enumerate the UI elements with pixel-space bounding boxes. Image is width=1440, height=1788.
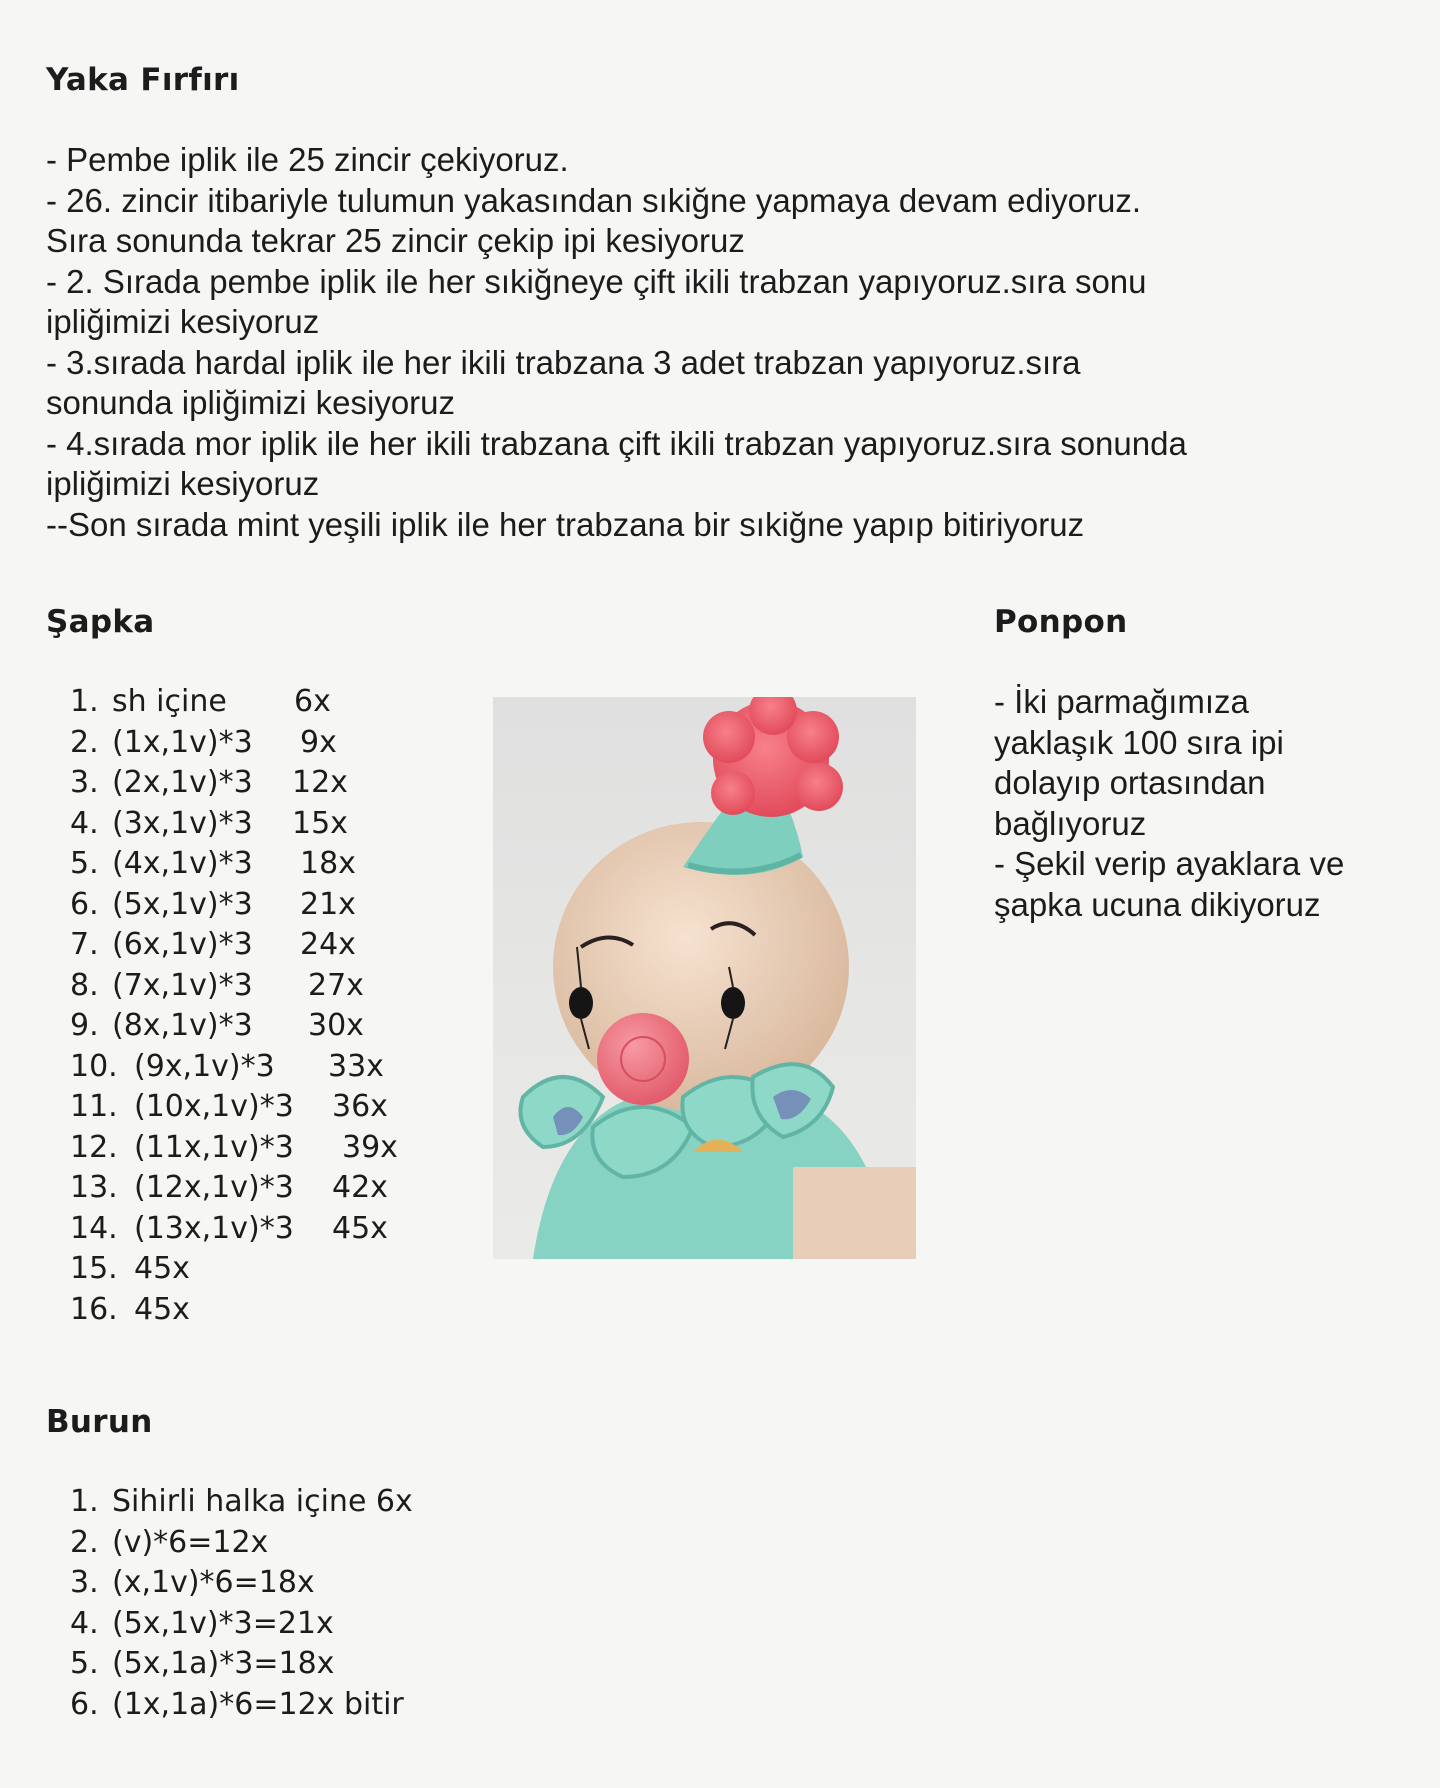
row-count: 42x	[332, 1170, 388, 1205]
yaka-line: ipliğimizi kesiyoruz	[46, 303, 320, 340]
row-number: 15.	[70, 1251, 118, 1286]
row-formula: (8x,1v)*3	[112, 1008, 253, 1043]
sapka-row	[70, 804, 430, 845]
sapka-row	[70, 1006, 430, 1047]
row-formula: (v)*6=12x	[112, 1524, 269, 1560]
row-number: 7.	[70, 927, 99, 962]
row-formula: (5x,1v)*3=21x	[112, 1605, 334, 1641]
sapka-list	[70, 682, 430, 1330]
row-formula: Sihirli halka içine 6x	[112, 1484, 413, 1519]
clown-photo	[493, 697, 916, 1259]
row-number: 10.	[70, 1048, 118, 1084]
row-count: 36x	[332, 1089, 388, 1124]
row-formula: (7x,1v)*3	[112, 967, 253, 1003]
row-number: 2.	[70, 724, 99, 760]
ponpon-line: - İki parmağımıza	[994, 683, 1249, 720]
ponpon-line: şapka ucuna dikiyoruz	[994, 885, 1321, 923]
row-number: 3.	[70, 765, 99, 800]
row-count: 9x	[300, 724, 337, 760]
row-formula: (5x,1v)*3	[112, 886, 253, 922]
sapka-row	[70, 1290, 430, 1331]
burun-row	[70, 1563, 490, 1604]
ponpon-instructions	[994, 682, 1344, 925]
burun-title: Burun	[46, 1404, 153, 1440]
row-formula: (1x,1a)*6=12x bitir	[112, 1686, 404, 1722]
burun-list	[70, 1482, 490, 1725]
sapka-row	[70, 1128, 430, 1169]
ponpon-line: - Şekil verip ayaklara ve	[994, 845, 1345, 882]
row-number: 9.	[70, 1008, 99, 1043]
row-count: 15x	[292, 805, 348, 841]
row-count: 45x	[332, 1210, 388, 1246]
row-formula: (1x,1v)*3	[112, 724, 253, 760]
row-formula: (4x,1v)*3	[112, 846, 253, 881]
row-count: 24x	[300, 927, 356, 962]
sapka-row	[70, 1209, 430, 1250]
burun-row	[70, 1685, 490, 1726]
yaka-line: ipliğimizi kesiyoruz	[46, 465, 320, 502]
row-number: 4.	[70, 805, 99, 841]
yaka-line: sonunda ipliğimizi kesiyoruz	[46, 384, 456, 421]
row-formula: (12x,1v)*3	[134, 1170, 294, 1205]
sapka-row	[70, 1249, 430, 1290]
sapka-row	[70, 1087, 430, 1128]
row-formula: (9x,1v)*3	[134, 1048, 275, 1084]
sapka-title: Şapka	[46, 604, 155, 640]
row-count: 39x	[342, 1129, 398, 1165]
sapka-row	[70, 1168, 430, 1209]
row-count: 6x	[294, 684, 331, 719]
yaka-line: - 4.sırada mor iplik ile her ikili trabzana çift ikili trabzan yapıyoruz.sıra sonunda	[46, 424, 1187, 462]
row-number: 6.	[70, 1686, 99, 1722]
burun-row	[70, 1604, 490, 1645]
sapka-row	[70, 925, 430, 966]
row-formula: (6x,1v)*3	[112, 927, 253, 962]
yaka-line: --Son sırada mint yeşili iplik ile her trabzana bir sıkiğne yapıp bitiriyoruz	[46, 505, 1085, 543]
sapka-row	[70, 885, 430, 926]
row-count: 18x	[300, 846, 356, 881]
row-number: 11.	[70, 1089, 118, 1124]
yaka-title: Yaka Fırfırı	[46, 62, 240, 98]
row-number: 8.	[70, 967, 99, 1003]
sapka-row	[70, 966, 430, 1007]
sapka-row	[70, 723, 430, 764]
sapka-row	[70, 1047, 430, 1088]
sapka-row	[70, 682, 430, 723]
ponpon-line: yaklaşık 100 sıra ipi	[994, 723, 1284, 761]
row-formula: sh içine	[112, 684, 227, 719]
row-number: 16.	[70, 1291, 118, 1327]
yaka-line: Sıra sonunda tekrar 25 zincir çekip ipi kesiyoruz	[46, 222, 745, 259]
row-number: 6.	[70, 886, 99, 922]
burun-row	[70, 1482, 490, 1523]
burun-row	[70, 1644, 490, 1685]
burun-row	[70, 1523, 490, 1564]
sapka-row	[70, 844, 430, 885]
row-count: 27x	[308, 967, 364, 1003]
row-number: 2.	[70, 1524, 99, 1560]
row-formula: (13x,1v)*3	[134, 1210, 294, 1246]
row-formula: 45x	[134, 1251, 190, 1286]
row-number: 3.	[70, 1565, 99, 1600]
ponpon-line: bağlıyoruz	[994, 804, 1147, 842]
row-formula: (5x,1a)*3=18x	[112, 1646, 335, 1681]
yaka-instructions	[46, 140, 1187, 545]
row-count: 12x	[292, 765, 348, 800]
row-count: 33x	[328, 1048, 384, 1084]
row-count: 30x	[308, 1008, 364, 1043]
row-formula: (x,1v)*6=18x	[112, 1565, 315, 1600]
row-formula: (11x,1v)*3	[134, 1129, 294, 1165]
row-formula: (2x,1v)*3	[112, 765, 253, 800]
row-number: 12.	[70, 1129, 118, 1165]
ponpon-line: dolayıp ortasından	[994, 764, 1266, 801]
row-number: 4.	[70, 1605, 99, 1641]
row-number: 14.	[70, 1210, 118, 1246]
yaka-line: - 2. Sırada pembe iplik ile her sıkiğneye çift ikili trabzan yapıyoruz.sıra sonu	[46, 262, 1147, 300]
row-number: 5.	[70, 846, 99, 881]
row-formula: 45x	[134, 1291, 190, 1327]
ponpon-title: Ponpon	[994, 604, 1128, 640]
row-number: 5.	[70, 1646, 99, 1681]
row-formula: (10x,1v)*3	[134, 1089, 294, 1124]
row-number: 1.	[70, 1484, 99, 1519]
yaka-line: - Pembe iplik ile 25 zincir çekiyoruz.	[46, 141, 569, 178]
yaka-line: - 26. zincir itibariyle tulumun yakasından sıkiğne yapmaya devam ediyoruz.	[46, 181, 1142, 219]
row-formula: (3x,1v)*3	[112, 805, 253, 841]
row-number: 13.	[70, 1170, 118, 1205]
row-count: 21x	[300, 886, 356, 922]
row-number: 1.	[70, 684, 99, 719]
sapka-row	[70, 763, 430, 804]
yaka-line: - 3.sırada hardal iplik ile her ikili trabzana 3 adet trabzan yapıyoruz.sıra	[46, 343, 1081, 381]
